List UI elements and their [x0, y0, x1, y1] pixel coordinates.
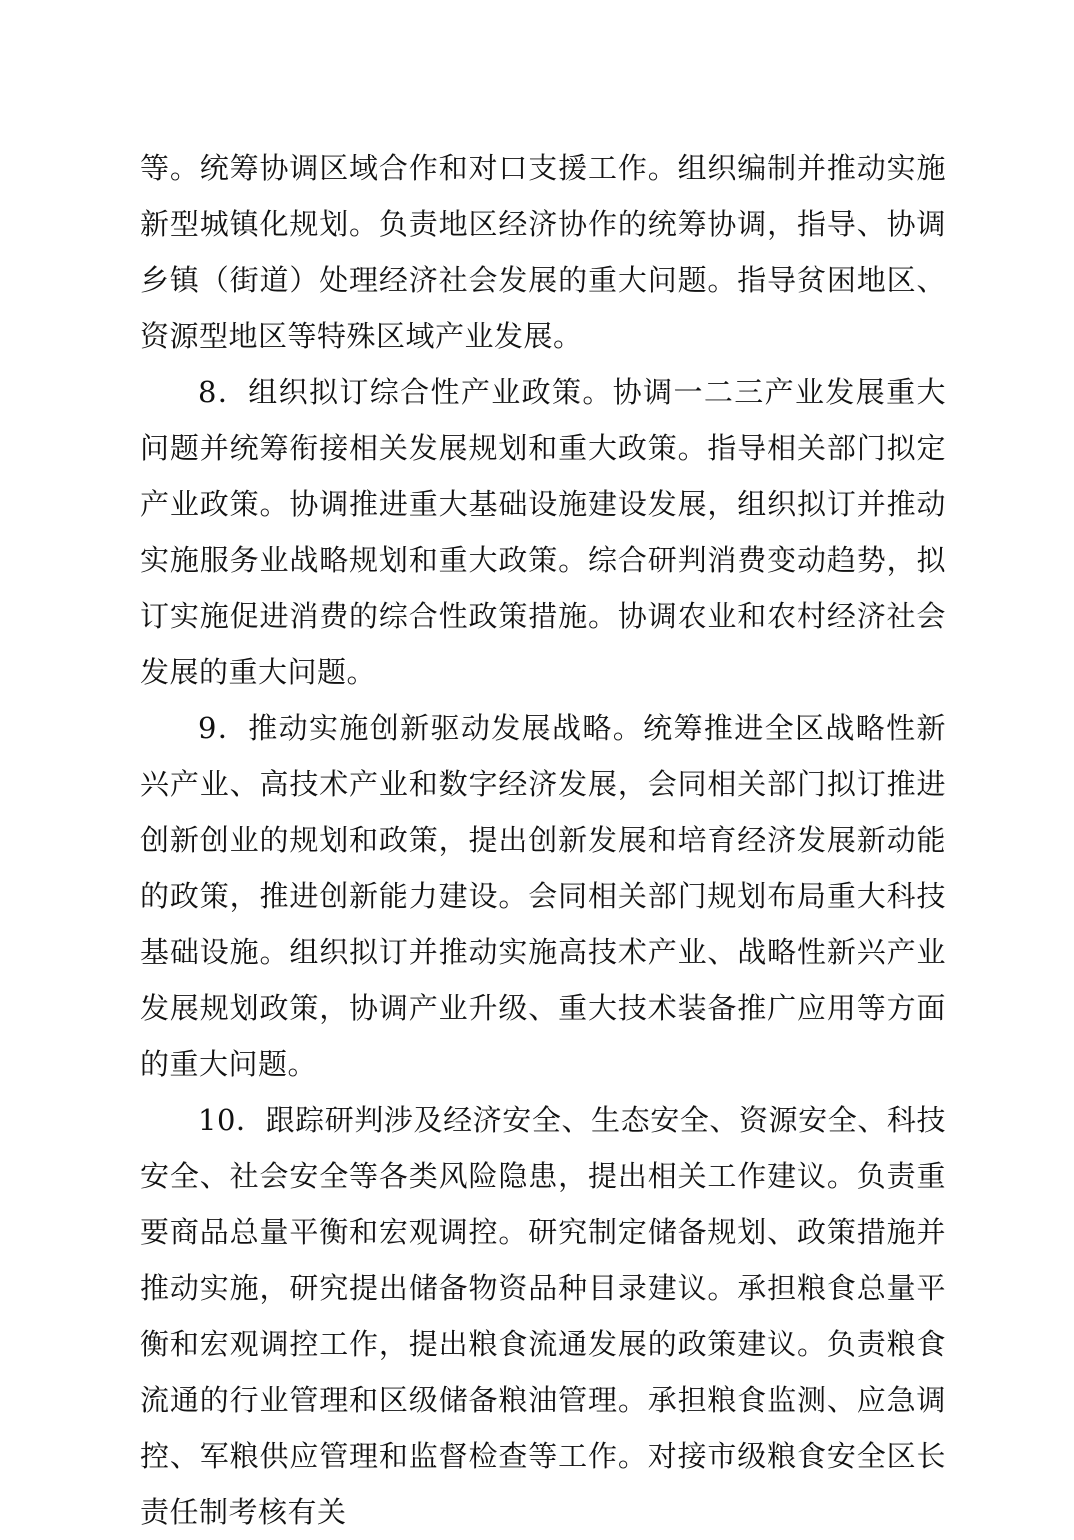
paragraph-item-9: 9．推动实施创新驱动发展战略。统筹推进全区战略性新兴产业、高技术产业和数字经济发展，会同相关部门拟订推进创新创业的规划和政策，提出创新发展和培育经济发展新动能的政策，推进创新能力建设。会同相关部门规划布局重大科技基础设施。组织拟订并推动实施高技术产业、战略性新兴产业发展规划政策，协调产业升级、重大技术装备推广应用等方面的重大问题。 [140, 711, 946, 1081]
paragraph-continuation: 等。统筹协调区域合作和对口支援工作。组织编制并推动实施新型城镇化规划。负责地区经济协作的统筹协调，指导、协调乡镇（街道）处理经济社会发展的重大问题。指导贫困地区、资源型地区等特殊区域产业发展。 [140, 151, 946, 353]
paragraph-item-8: 8．组织拟订综合性产业政策。协调一二三产业发展重大问题并统筹衔接相关发展规划和重大政策。指导相关部门拟定产业政策。协调推进重大基础设施建设发展，组织拟订并推动实施服务业战略规划和重大政策。综合研判消费变动趋势，拟订实施促进消费的综合性政策措施。协调农业和农村经济社会发展的重大问题。 [140, 375, 946, 689]
document-body [140, 140, 946, 1540]
paragraph-item-10: 10．跟踪研判涉及经济安全、生态安全、资源安全、科技安全、社会安全等各类风险隐患，提出相关工作建议。负责重要商品总量平衡和宏观调控。研究制定储备规划、政策措施并推动实施，研究提出储备物资品种目录建议。承担粮食总量平衡和宏观调控工作，提出粮食流通发展的政策建议。负责粮食流通的行业管理和区级储备粮油管理。承担粮食监测、应急调控、军粮供应管理和监督检查等工作。对接市级粮食安全区长责任制考核有关 [140, 1103, 946, 1529]
